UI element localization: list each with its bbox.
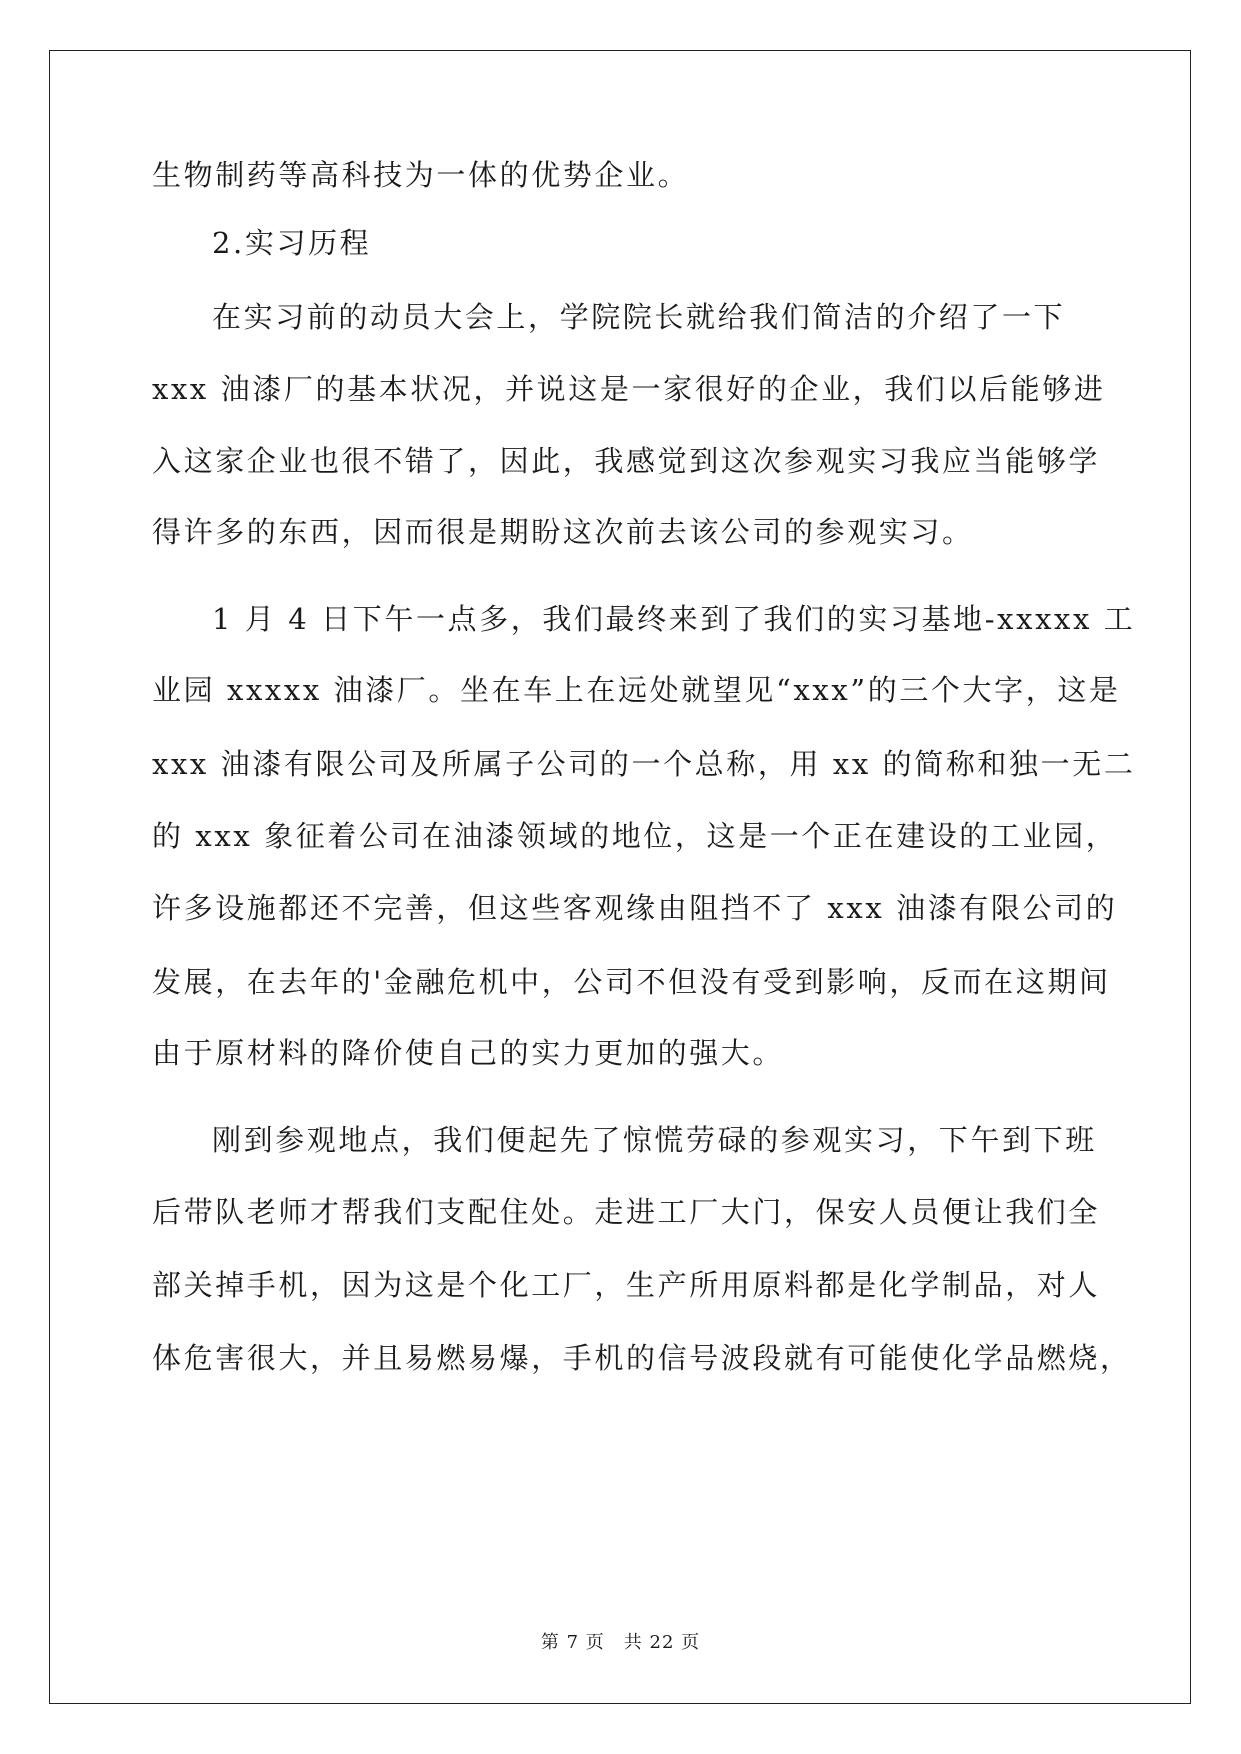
- body-line: 体危害很大，并且易燃易爆，手机的信号波段就有可能使化学品燃烧，: [152, 1341, 1132, 1375]
- body-line: 生物制药等高科技为一体的优势企业。: [152, 158, 690, 192]
- body-line: 由于原材料的降价使自己的实力更加的强大。: [152, 1036, 785, 1070]
- body-line: 入这家企业也很不错了，因此，我感觉到这次参观实习我应当能够学: [152, 444, 1101, 478]
- body-line: 得许多的东西，因而很是期盼这次前去该公司的参观实习。: [152, 515, 974, 549]
- body-line: 1 月 4 日下午一点多，我们最终来到了我们的实习基地-xxxxx 工: [212, 602, 1136, 636]
- body-line: 许多设施都还不完善，但这些客观缘由阻挡不了 xxx 油漆有限公司的: [152, 891, 1118, 925]
- body-line: 刚到参观地点，我们便起先了惊慌劳碌的参观实习，下午到下班: [212, 1123, 1097, 1157]
- body-line: 部关掉手机，因为这是个化工厂，生产所用原料都是化学制品，对人: [152, 1268, 1101, 1302]
- body-line: 后带队老师才帮我们支配住处。走进工厂大门，保安人员便让我们全: [152, 1195, 1101, 1229]
- body-line: 的 xxx 象征着公司在油漆领域的地位，这是一个正在建设的工业园，: [152, 819, 1118, 853]
- body-line: 在实习前的动员大会上，学院院长就给我们简洁的介绍了一下: [212, 300, 1066, 334]
- body-line: xxx 油漆厂的基本状况，并说这是一家很好的企业，我们以后能够进: [152, 372, 1106, 406]
- body-line: xxx 油漆有限公司及所属子公司的一个总称，用 xx 的简称和独一无二: [152, 747, 1136, 781]
- page-number: 第 7 页 共 22 页: [540, 1632, 701, 1653]
- body-line: 业园 xxxxx 油漆厂。坐在车上在远处就望见“xxx”的三个大字，这是: [152, 673, 1121, 707]
- body-line: 发展，在去年的'金融危机中，公司不但没有受到影响，反而在这期间: [152, 965, 1111, 999]
- section-heading: 2.实习历程: [212, 226, 372, 260]
